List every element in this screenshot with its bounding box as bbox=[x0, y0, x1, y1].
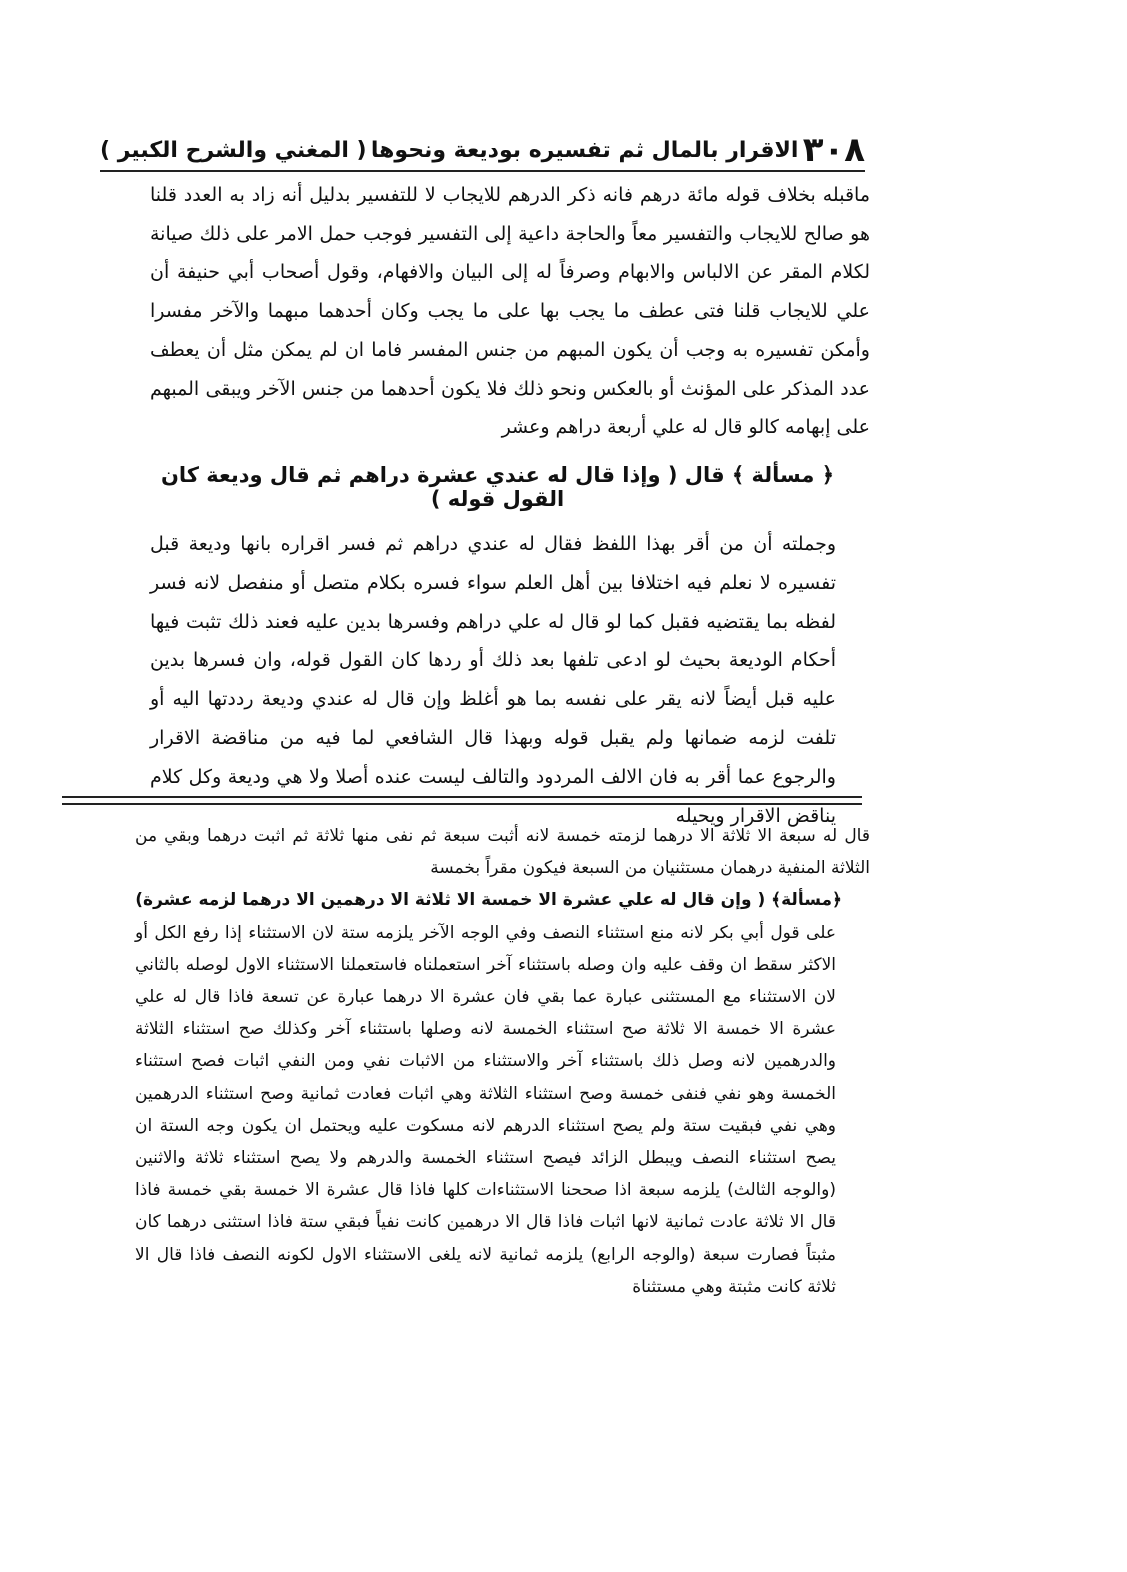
footnote-separator-line-2 bbox=[62, 803, 862, 805]
main-text-bottom bbox=[150, 525, 870, 835]
footnote-paragraph-2: على قول أبي بكر لانه منع استثناء النصف وفي الوجه الآخر يلزمه ستة لان الاستثناء إذا رفع الكل أو الاكثر سقط ان وقف عليه وان وصله باستثناء آخر استعملناه فاستعملنا الاستثناء الاول لوصله بالثاني لان الاستثناء مع المستثنى عبارة عما بقي فان عشرة الا درهما عبارة عن تسعة فاذا قال له علي عشرة الا خمسة الا ثلاثة صح استثناء الخمسة لانه وصلها باستثناء آخر وكذلك صح استثناء الثلاثة والدرهمين لانه وصل ذلك باستثناء آخر والاستثناء من الاثبات نفي ومن النفي اثبات فصح استثناء الخمسة وهو نفي فنفى خمسة وصح استثناء الثلاثة وهي اثبات فعادت ثمانية وصح استثناء الدرهمين وهي نفي فبقيت ستة ولم يصح استثناء الدرهم لانه مسكوت عليه ويحتمل ان يكون وجه الستة ان يصح استثناء النصف ويبطل الزائد فيصح استثناء الخمسة والدرهم ولا يصح استثناء ثلاثة والاثنين (والوجه الثالث) يلزمه سبعة اذا صححنا الاستثناءات كلها فاذا قال عشرة الا خمسة بقي خمسة فاذا قال الا ثلاثة عادت ثمانية لانها اثبات فاذا قال الا درهمين كانت نفياً فبقي ستة فاذا استثنى درهما كان مثبتاً فصارت سبعة (والوجه الرابع) يلزمه ثمانية لانه يلغى الاستثناء الاول لكونه النصف فاذا قال الا ثلاثة كانت مثبتة وهي مستثناة bbox=[135, 922, 836, 1297]
book-title: ( المغني والشرح الكبير ) bbox=[100, 137, 367, 163]
section-heading: ﴿ مسألة ﴾ قال ( وإذا قال له عندي عشرة دراهم ثم قال وديعة كان القول قوله ) bbox=[160, 463, 835, 511]
chapter-title: الاقرار بالمال ثم تفسيره بوديعة ونحوها bbox=[370, 137, 799, 163]
running-header bbox=[100, 125, 865, 175]
footnote-masala-heading: ﴿مسألة﴾ ( وإن قال له علي عشرة الا خمسة الا ثلاثة الا درهمين الا درهما لزمه عشرة) bbox=[135, 890, 842, 911]
page-number: ٣٠٨ bbox=[802, 130, 865, 170]
footnote-paragraph-1: قال له سبعة الا ثلاثة الا درهما لزمته خمسة لانه أثبت سبعة ثم نفى منها ثلاثة ثم اثبت درهما وبقي من الثلاثة المنفية درهمان مستثنيان من السبعة فيكون مقراً بخمسة bbox=[135, 826, 870, 879]
header-rule bbox=[100, 170, 865, 172]
main-paragraph-1: ماقبله بخلاف قوله مائة درهم فانه ذكر الدرهم للايجاب لا للتفسير بدليل أنه زاد به العدد قلنا هو صالح للايجاب والتفسير معاً والحاجة داعية إلى التفسير فوجب حمل الامر على ذلك صيانة لكلام المقر عن الالباس والابهام وصرفاً له إلى البيان والافهام، وقول أصحاب أبي حنيفة أن علي للايجاب قلنا فتى عطف ما يجب بها على ما يجب وكان أحدهما مبهما والآخر مفسرا وأمكن تفسيره به وجب أن يكون المبهم من جنس المفسر فاما ان لم يمكن مثل أن يعطف عدد المذكر على المؤنث أو بالعكس ونحو ذلك فلا يكون أحدهما من جنس الآخر ويبقى المبهم على إبهامه كالو قال له علي أربعة دراهم وعشر bbox=[150, 184, 870, 439]
main-text-top bbox=[150, 176, 870, 447]
footnote-block bbox=[135, 820, 870, 1303]
footnote-separator-line-1 bbox=[62, 796, 862, 798]
main-paragraph-2: وجملته أن من أقر بهذا اللفظ فقال له عندي دراهم ثم فسر اقراره بانها وديعة قبل تفسيره لا نعلم فيه اختلافا بين أهل العلم سواء فسره بكلام متصل أو منفصل لانه فسر لفظه بما يقتضيه فقبل كما لو قال له علي دراهم وفسرها بدين عليه فعند ذلك تثبت فيها أحكام الوديعة بحيث لو ادعى تلفها بعد ذلك أو ردها كان القول قوله، وان فسرها بدين عليه قبل أيضاً لانه يقر على نفسه بما هو أغلظ وإن قال له عندي وديعة رددتها اليه أو تلفت لزمه ضمانها ولم يقبل قوله وبهذا قال الشافعي لما فيه من مناقضة الاقرار والرجوع عما أقر به فان الالف المردود والتالف ليست عنده أصلا ولا هي وديعة وكل كلام يناقض الاقرار ويحيله bbox=[150, 533, 836, 827]
